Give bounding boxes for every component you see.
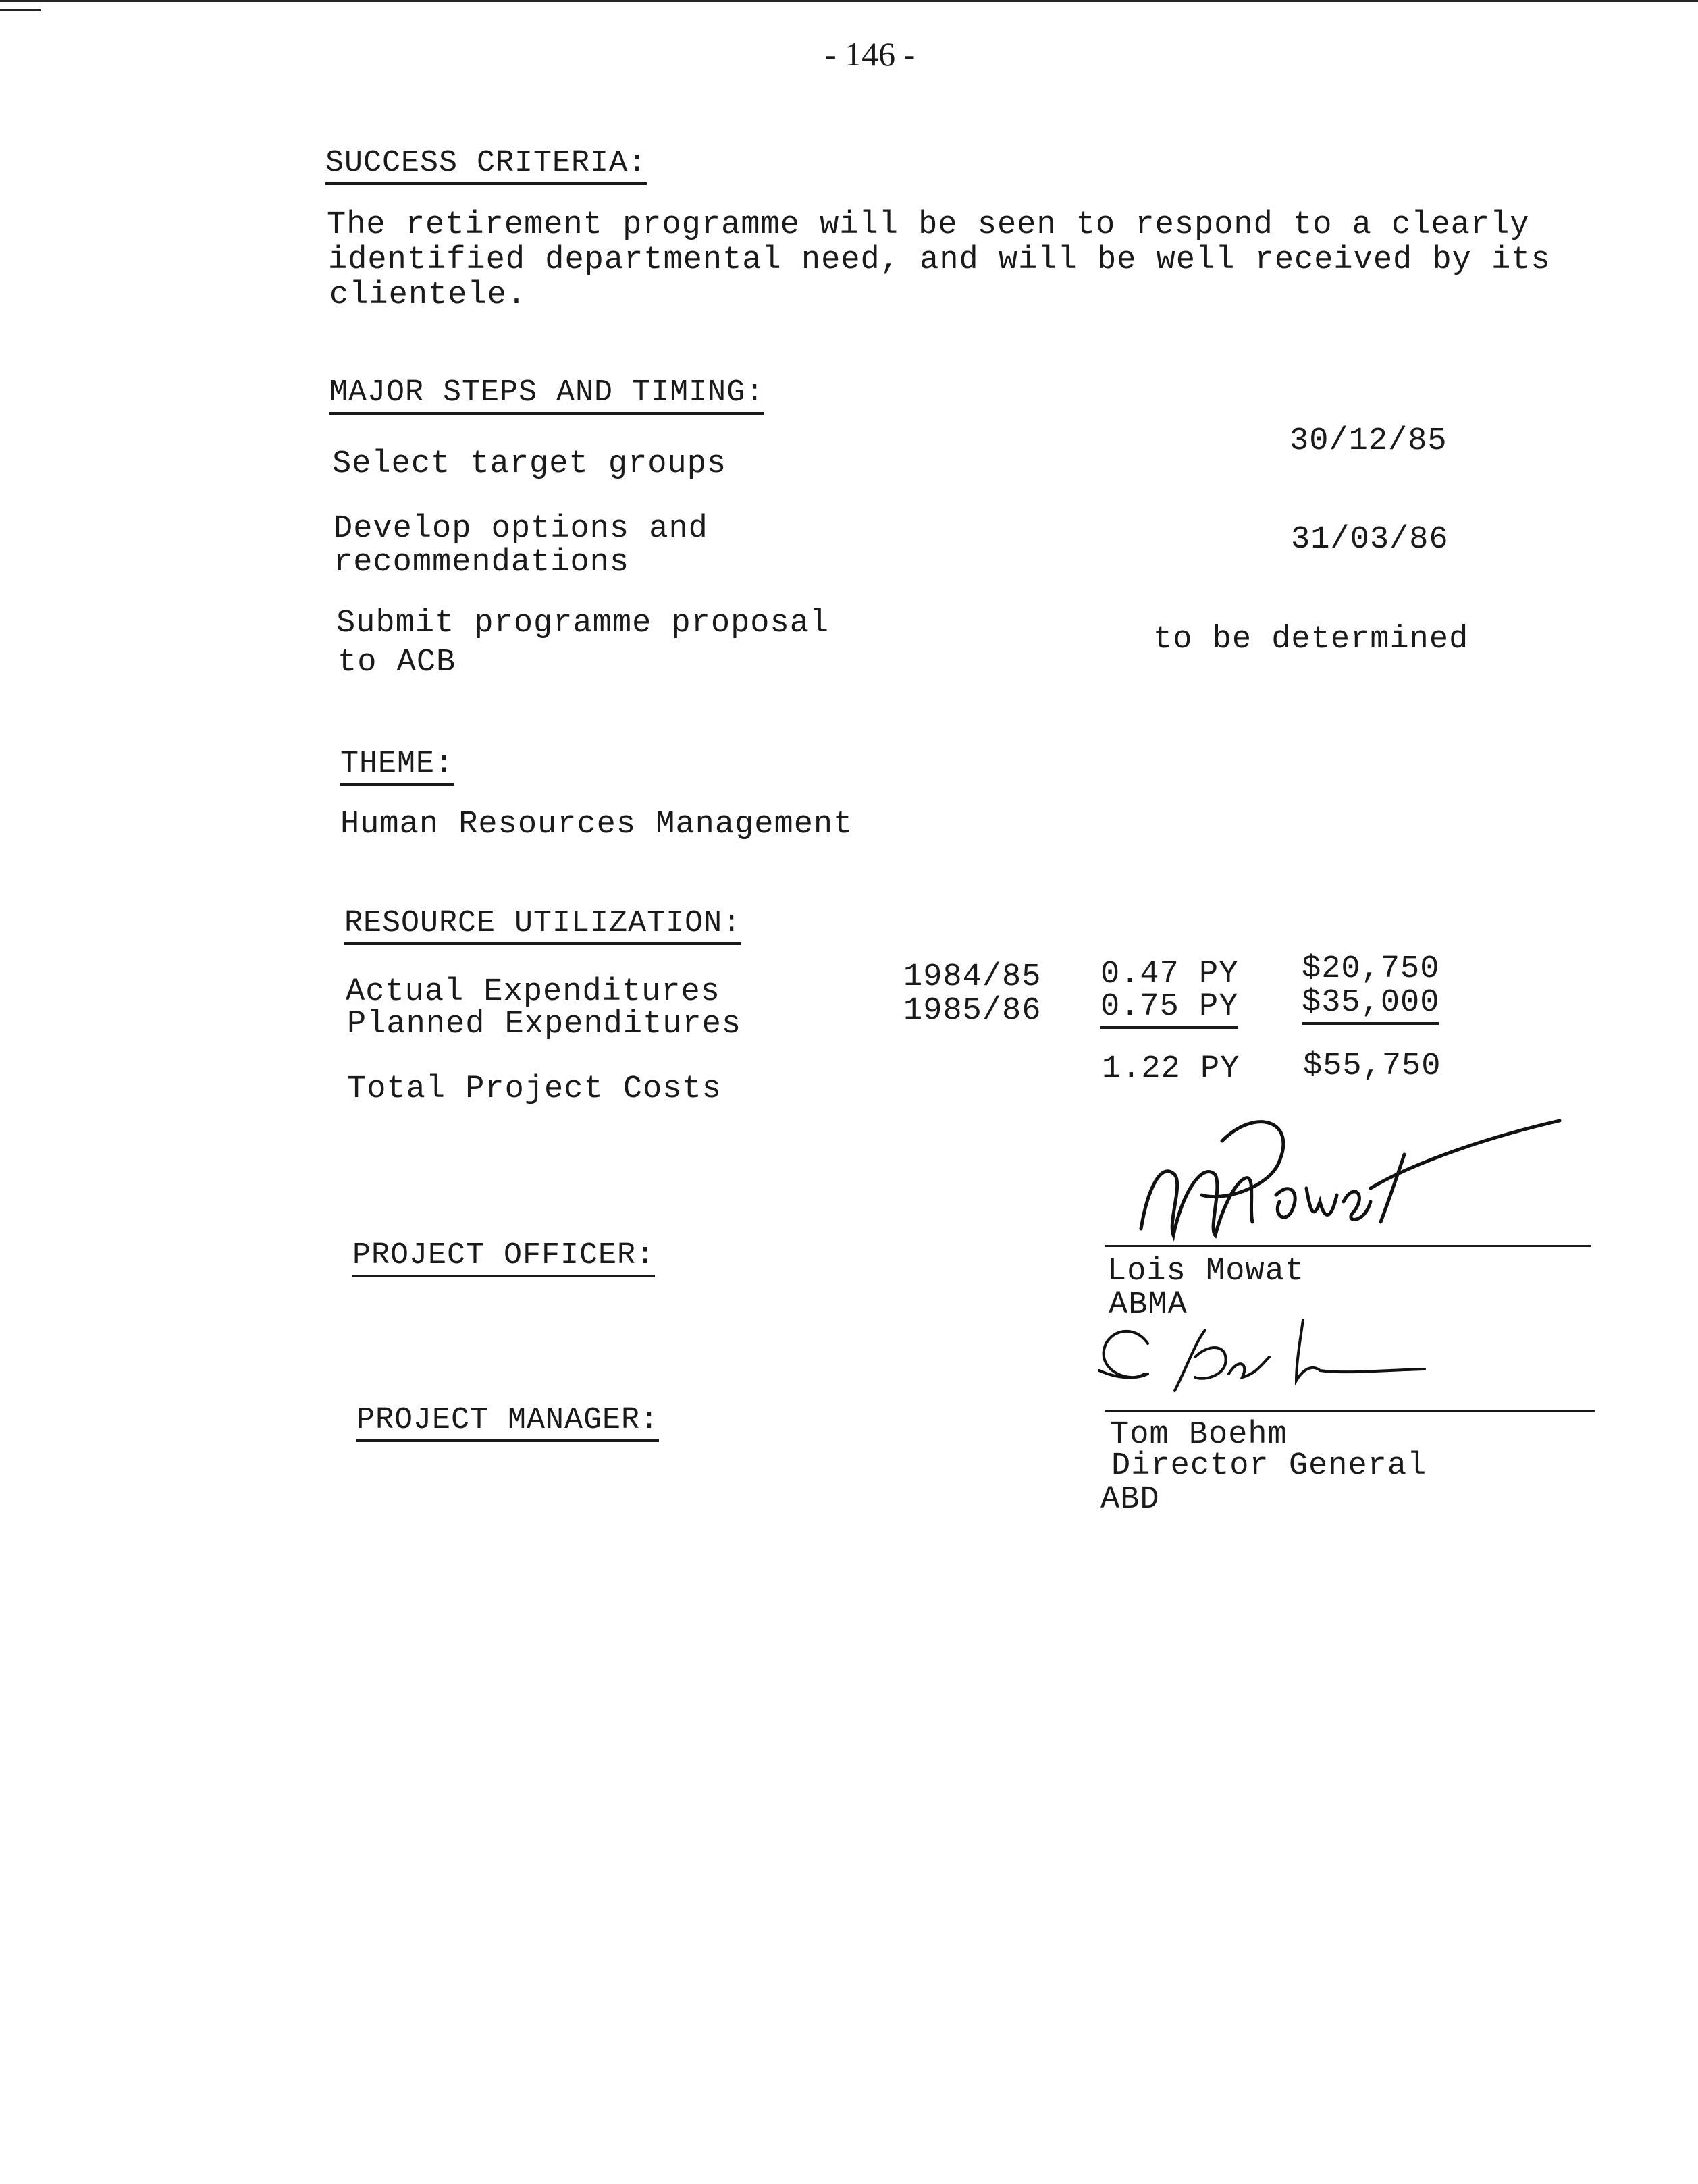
- project-manager-name: Tom Boehm: [1110, 1417, 1288, 1453]
- step-3-date: to be determined: [1153, 622, 1469, 658]
- project-manager-org: ABD: [1100, 1482, 1160, 1518]
- theme-value: Human Resources Management: [340, 807, 853, 843]
- project-manager-signature-line: [1105, 1410, 1595, 1412]
- project-manager-heading: PROJECT MANAGER:: [356, 1403, 659, 1442]
- step-2-text-line-2: recommendations: [334, 545, 630, 581]
- major-steps-heading: MAJOR STEPS AND TIMING:: [329, 375, 764, 415]
- planned-expenditures-label: Planned Expenditures: [347, 1007, 742, 1042]
- success-criteria-line-1: The retirement programme will be seen to respond to a clearly: [327, 207, 1530, 243]
- step-2-text-line-1: Develop options and: [334, 511, 708, 547]
- success-criteria-line-3: clientele.: [329, 277, 527, 313]
- actual-expenditures-amount: $20,750: [1302, 951, 1440, 987]
- project-manager-title: Director General: [1111, 1448, 1427, 1484]
- total-project-costs-label: Total Project Costs: [347, 1071, 722, 1107]
- step-2-date: 31/03/86: [1291, 522, 1449, 558]
- theme-heading: THEME:: [340, 747, 454, 786]
- page-number: - 146 -: [825, 35, 916, 73]
- planned-expenditures-py: 0.75 PY: [1100, 990, 1238, 1029]
- project-officer-name: Lois Mowat: [1107, 1254, 1305, 1289]
- success-criteria-line-2: identified departmental need, and will be well received by its: [328, 242, 1551, 278]
- actual-expenditures-label: Actual Expenditures: [346, 974, 720, 1010]
- planned-expenditures-year: 1985/86: [903, 993, 1042, 1029]
- total-project-costs-py: 1.22 PY: [1102, 1051, 1240, 1087]
- planned-expenditures-amount: $35,000: [1302, 986, 1439, 1025]
- corner-mark: [0, 9, 41, 11]
- project-officer-signature-line: [1105, 1245, 1591, 1247]
- project-officer-heading: PROJECT OFFICER:: [352, 1238, 655, 1277]
- step-3-text-line-1: Submit programme proposal: [336, 606, 830, 641]
- top-edge-line: [0, 0, 1698, 2]
- tom-boehm-signature: [1094, 1316, 1472, 1404]
- actual-expenditures-year: 1984/85: [903, 959, 1042, 995]
- project-officer-org: ABMA: [1109, 1287, 1188, 1323]
- step-1-date: 30/12/85: [1290, 423, 1448, 459]
- success-criteria-heading: SUCCESS CRITERIA:: [325, 146, 647, 185]
- resource-utilization-heading: RESOURCE UTILIZATION:: [344, 906, 741, 945]
- step-1-text: Select target groups: [332, 446, 727, 482]
- step-3-text-line-2: to ACB: [338, 645, 456, 681]
- lois-mowat-signature: [1121, 1114, 1566, 1262]
- actual-expenditures-py: 0.47 PY: [1100, 957, 1239, 992]
- total-project-costs-amount: $55,750: [1303, 1048, 1441, 1084]
